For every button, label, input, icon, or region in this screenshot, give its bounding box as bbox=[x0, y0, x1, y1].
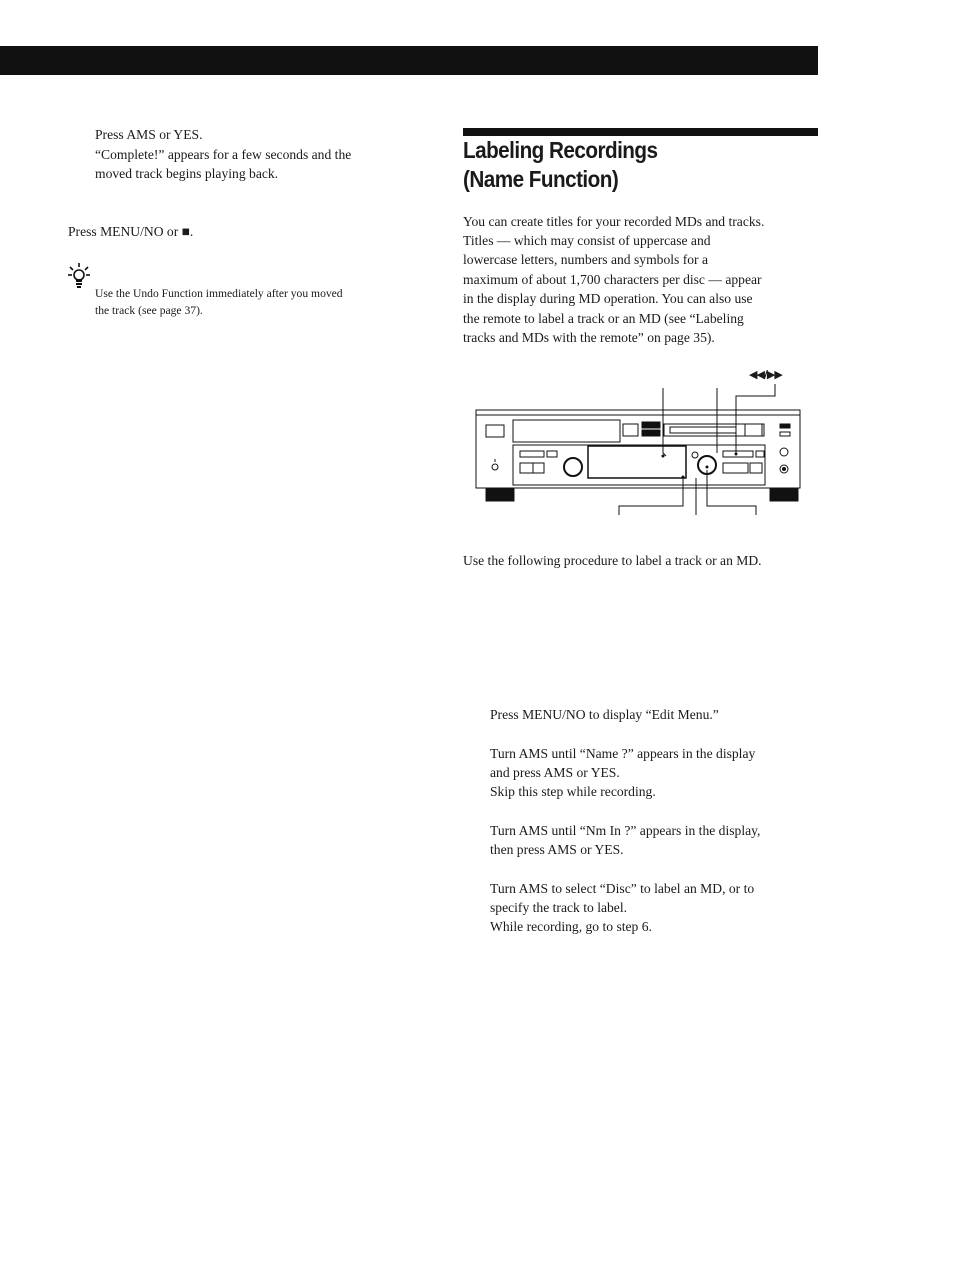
intro-line: in the display during MD operation. You can also use bbox=[463, 291, 753, 306]
step-text: moved track begins playing back. bbox=[95, 166, 279, 181]
cancel-text: Press MENU/NO or ■. bbox=[68, 224, 194, 239]
lightbulb-icon bbox=[68, 262, 90, 288]
step-2-text: and press AMS or YES. bbox=[490, 765, 620, 780]
intro-line: maximum of about 1,700 characters per disc — appear bbox=[463, 272, 762, 287]
intro-line: You can create titles for your recorded MDs and tracks. bbox=[463, 214, 765, 229]
step-text: “Complete!” appears for a few seconds and the bbox=[95, 147, 352, 162]
rewind-forward-label: ◀◀/▶▶ bbox=[749, 368, 782, 381]
procedure-intro: Use the following procedure to label a track or an MD. bbox=[463, 553, 762, 568]
step-2-text: Skip this step while recording. bbox=[490, 784, 656, 799]
intro-line: tracks and MDs with the remote” on page 35). bbox=[463, 330, 715, 345]
step-3-text: then press AMS or YES. bbox=[490, 842, 624, 857]
intro-line: lowercase letters, numbers and symbols for a bbox=[463, 252, 708, 267]
md-deck-illustration bbox=[470, 362, 810, 522]
step-4-text: Turn AMS to select “Disc” to label an MD, or to bbox=[490, 881, 755, 896]
step-2-text: Turn AMS until “Name ?” appears in the display bbox=[490, 746, 756, 761]
intro-line: the remote to label a track or an MD (see “Labeling bbox=[463, 311, 744, 326]
section-title: Labeling Recordings (Name Function) bbox=[463, 137, 658, 192]
tip-text: Use the Undo Function immediately after you moved bbox=[95, 287, 343, 300]
step-3-text: Turn AMS until “Nm In ?” appears in the display, bbox=[490, 823, 761, 838]
step-4-text: While recording, go to step 6. bbox=[490, 919, 652, 934]
step-1-text: Press MENU/NO to display “Edit Menu.” bbox=[490, 707, 719, 722]
step-4-text: specify the track to label. bbox=[490, 900, 628, 915]
step-text: Press AMS or YES. bbox=[95, 127, 203, 142]
tip-text: the track (see page 37). bbox=[95, 304, 203, 317]
section-rule bbox=[463, 128, 818, 136]
intro-line: Titles — which may consist of uppercase and bbox=[463, 233, 711, 248]
header-bar bbox=[0, 46, 818, 75]
